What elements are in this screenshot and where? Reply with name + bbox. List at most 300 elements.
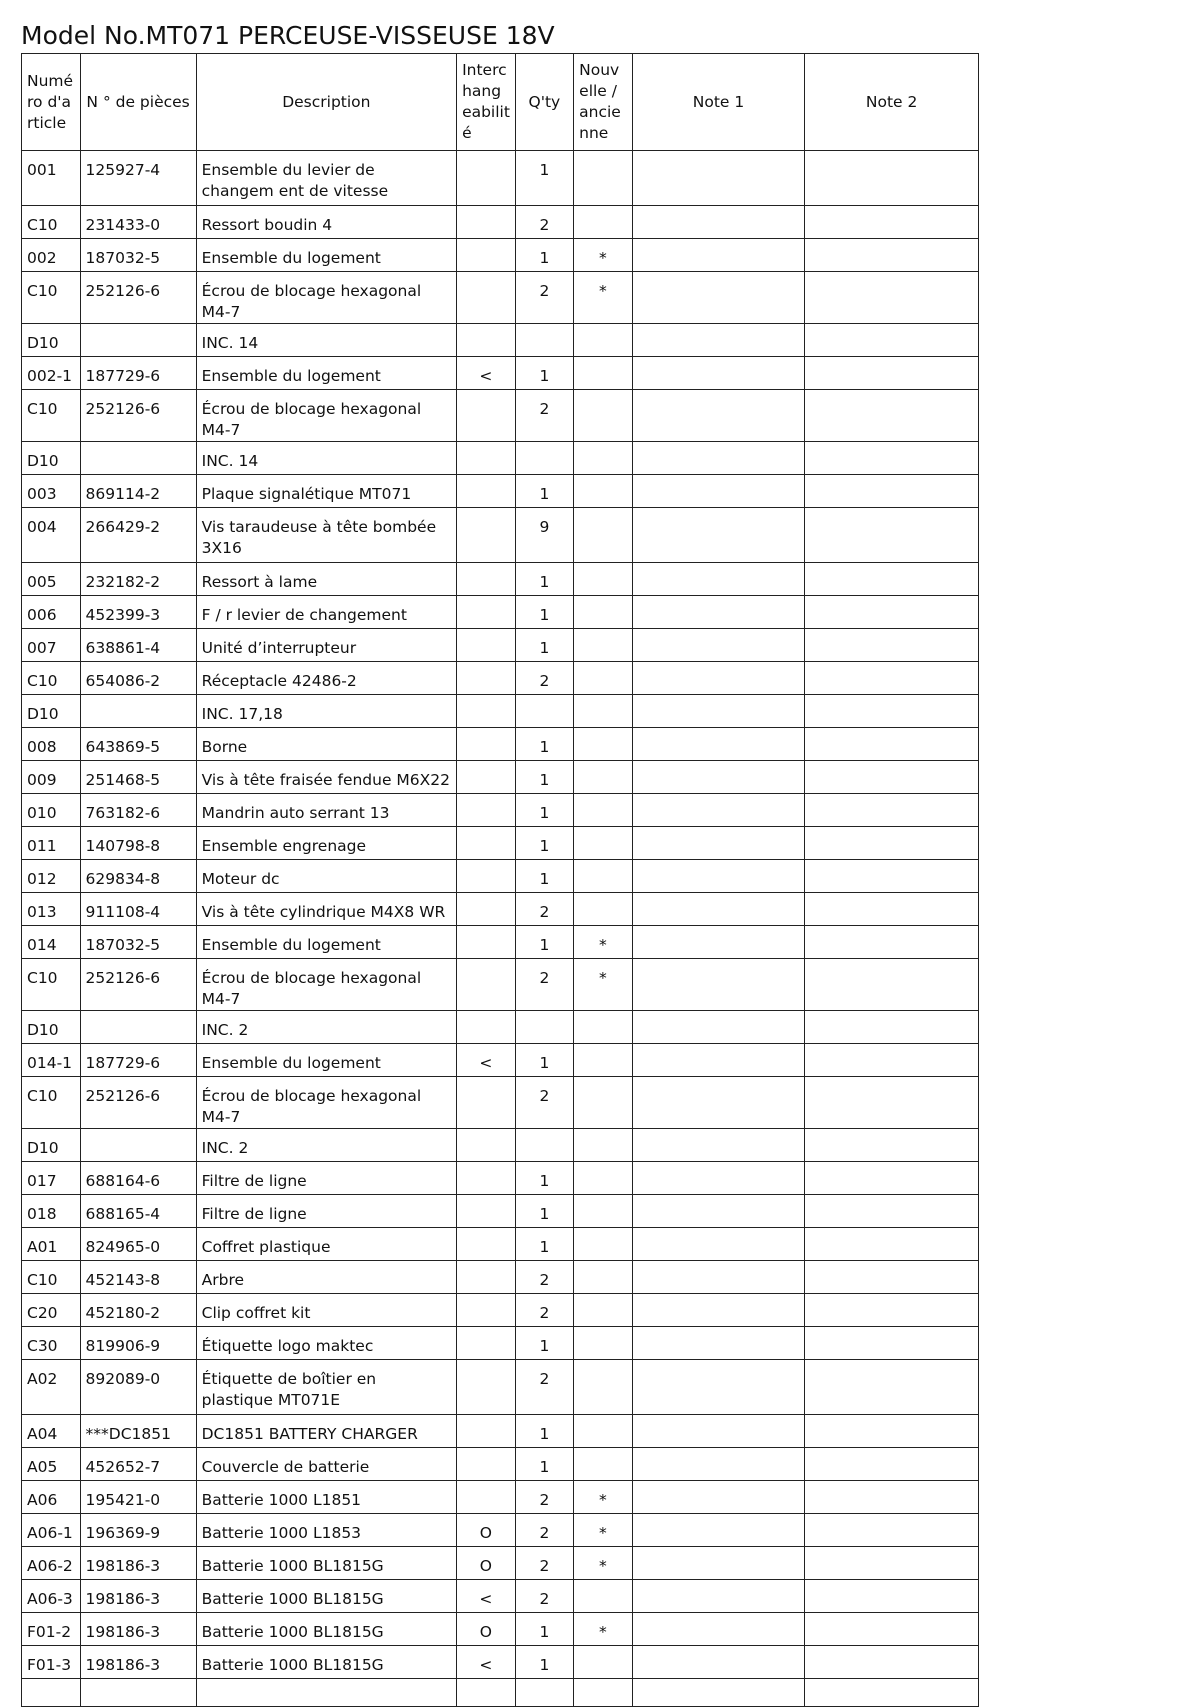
description-cell: Coffret plastique [196, 1228, 456, 1261]
part-number-cell: 140798-8 [80, 827, 196, 860]
interchangeability-cell [457, 695, 516, 728]
quantity-cell: 2 [515, 1547, 574, 1580]
header-description: Description [196, 54, 456, 151]
quantity-cell: 1 [515, 1327, 574, 1360]
note-1-cell [632, 1415, 805, 1448]
note-1-cell [632, 1580, 805, 1613]
part-number-cell: 198186-3 [80, 1547, 196, 1580]
item-number-cell: A05 [22, 1448, 81, 1481]
note-1-cell [632, 761, 805, 794]
item-number-cell: 014-1 [22, 1044, 81, 1077]
item-number-cell: C10 [22, 959, 81, 1011]
quantity-cell: 2 [515, 1360, 574, 1415]
description-cell: Réceptacle 42486-2 [196, 662, 456, 695]
note-1-cell [632, 1162, 805, 1195]
quantity-cell: 1 [515, 1044, 574, 1077]
note-1-cell [632, 1129, 805, 1162]
description-cell: Ensemble du logement [196, 926, 456, 959]
interchangeability-cell [457, 442, 516, 475]
description-cell: Mandrin auto serrant 13 [196, 794, 456, 827]
quantity-cell: 2 [515, 206, 574, 239]
note-2-cell [805, 324, 979, 357]
quantity-cell: 1 [515, 794, 574, 827]
new-old-cell [574, 1327, 633, 1360]
quantity-cell: 1 [515, 1162, 574, 1195]
table-row [22, 206, 979, 239]
note-2-cell [805, 390, 979, 442]
table-row [22, 1294, 979, 1327]
description-cell: Étiquette logo maktec [196, 1327, 456, 1360]
quantity-cell: 2 [515, 959, 574, 1011]
part-number-cell: 763182-6 [80, 794, 196, 827]
description-cell: INC. 14 [196, 324, 456, 357]
item-number-cell: A06-1 [22, 1514, 81, 1547]
new-old-cell [574, 1261, 633, 1294]
note-2-cell [805, 239, 979, 272]
table-row [22, 1547, 979, 1580]
description-cell: Batterie 1000 L1851 [196, 1481, 456, 1514]
description-cell: Arbre [196, 1261, 456, 1294]
item-number-cell: 014 [22, 926, 81, 959]
note-2-cell [805, 1646, 979, 1679]
note-1-cell [632, 662, 805, 695]
header-quantity: Q'ty [515, 54, 574, 151]
note-2-cell [805, 508, 979, 563]
table-row [22, 239, 979, 272]
part-number-cell: 629834-8 [80, 860, 196, 893]
note-1-cell [632, 272, 805, 324]
new-old-cell [574, 1360, 633, 1415]
part-number-cell [80, 442, 196, 475]
table-row [22, 324, 979, 357]
new-old-cell: * [574, 1481, 633, 1514]
item-number-cell: 013 [22, 893, 81, 926]
page-title: Model No.MT071 PERCEUSE-VISSEUSE 18V [21, 21, 555, 50]
new-old-cell [574, 1228, 633, 1261]
interchangeability-cell [457, 324, 516, 357]
description-cell: Filtre de ligne [196, 1162, 456, 1195]
new-old-cell [574, 1195, 633, 1228]
item-number-cell: C30 [22, 1327, 81, 1360]
description-cell: Vis taraudeuse à tête bombée 3X16 [196, 508, 456, 563]
quantity-cell: 2 [515, 1481, 574, 1514]
table-row [22, 1261, 979, 1294]
interchangeability-cell [457, 206, 516, 239]
description-cell: Vis à tête cylindrique M4X8 WR [196, 893, 456, 926]
item-number-cell: 002 [22, 239, 81, 272]
note-2-cell [805, 860, 979, 893]
part-number-cell [80, 1011, 196, 1044]
part-number-cell: 198186-3 [80, 1613, 196, 1646]
description-cell: Étiquette de boîtier en plastique MT071E [196, 1360, 456, 1415]
table-row [22, 475, 979, 508]
note-1-cell [632, 442, 805, 475]
note-1-cell [632, 563, 805, 596]
new-old-cell [574, 662, 633, 695]
description-cell: Plaque signalétique MT071 [196, 475, 456, 508]
item-number-cell: 012 [22, 860, 81, 893]
note-1-cell [632, 1547, 805, 1580]
note-1-cell [632, 827, 805, 860]
part-number-cell [80, 324, 196, 357]
part-number-cell: 452399-3 [80, 596, 196, 629]
header-note-2: Note 2 [805, 54, 979, 151]
new-old-cell [574, 695, 633, 728]
note-1-cell [632, 206, 805, 239]
new-old-cell [574, 794, 633, 827]
interchangeability-cell [457, 1261, 516, 1294]
note-1-cell [632, 475, 805, 508]
table-row [22, 596, 979, 629]
quantity-cell: 1 [515, 629, 574, 662]
description-cell: Ensemble engrenage [196, 827, 456, 860]
interchangeability-cell [457, 794, 516, 827]
table-row [22, 563, 979, 596]
item-number-cell: 017 [22, 1162, 81, 1195]
table-row [22, 1448, 979, 1481]
quantity-cell: 2 [515, 272, 574, 324]
quantity-cell: 2 [515, 1580, 574, 1613]
quantity-cell: 1 [515, 1415, 574, 1448]
table-row [22, 1011, 979, 1044]
new-old-cell: * [574, 926, 633, 959]
description-cell: Batterie 1000 BL1815G [196, 1646, 456, 1679]
header-note-1: Note 1 [632, 54, 805, 151]
table-row [22, 390, 979, 442]
item-number-cell: 001 [22, 151, 81, 206]
new-old-cell: * [574, 239, 633, 272]
interchangeability-cell [457, 1327, 516, 1360]
new-old-cell [574, 1580, 633, 1613]
item-number-cell: D10 [22, 1011, 81, 1044]
note-1-cell [632, 1360, 805, 1415]
quantity-cell: 1 [515, 1613, 574, 1646]
table-row [22, 1129, 979, 1162]
part-number-cell: 198186-3 [80, 1646, 196, 1679]
table-row [22, 959, 979, 1011]
new-old-cell [574, 1415, 633, 1448]
part-number-cell [80, 1129, 196, 1162]
note-2-cell [805, 1077, 979, 1129]
item-number-cell: A06-3 [22, 1580, 81, 1613]
quantity-cell [515, 695, 574, 728]
note-1-cell [632, 860, 805, 893]
new-old-cell [574, 860, 633, 893]
new-old-cell [574, 206, 633, 239]
note-2-cell [805, 1195, 979, 1228]
new-old-cell: * [574, 1547, 633, 1580]
table-header-row [22, 54, 979, 151]
note-2-cell [805, 1547, 979, 1580]
interchangeability-cell [457, 1162, 516, 1195]
note-2-cell [805, 1481, 979, 1514]
description-cell: Batterie 1000 BL1815G [196, 1613, 456, 1646]
description-cell: INC. 14 [196, 442, 456, 475]
note-2-cell [805, 1580, 979, 1613]
description-cell: Ressort à lame [196, 563, 456, 596]
note-1-cell [632, 1077, 805, 1129]
note-1-cell [632, 794, 805, 827]
note-1-cell [632, 1514, 805, 1547]
note-1-cell [632, 728, 805, 761]
table-row [22, 1077, 979, 1129]
quantity-cell: 1 [515, 596, 574, 629]
interchangeability-cell [457, 1360, 516, 1415]
description-cell: DC1851 BATTERY CHARGER [196, 1415, 456, 1448]
quantity-cell: 2 [515, 662, 574, 695]
part-number-cell: 452143-8 [80, 1261, 196, 1294]
note-2-cell [805, 629, 979, 662]
note-2-cell [805, 1261, 979, 1294]
interchangeability-cell [457, 596, 516, 629]
part-number-cell: 452180-2 [80, 1294, 196, 1327]
table-row [22, 761, 979, 794]
item-number-cell: C10 [22, 1077, 81, 1129]
note-2-cell [805, 1415, 979, 1448]
item-number-cell: 002-1 [22, 357, 81, 390]
new-old-cell [574, 728, 633, 761]
note-2-cell [805, 206, 979, 239]
note-1-cell [632, 1011, 805, 1044]
new-old-cell: * [574, 1514, 633, 1547]
item-number-cell: 011 [22, 827, 81, 860]
note-1-cell [632, 1613, 805, 1646]
note-2-cell [805, 1011, 979, 1044]
note-1-cell [632, 629, 805, 662]
description-cell: INC. 17,18 [196, 695, 456, 728]
description-cell: Ensemble du logement [196, 239, 456, 272]
note-1-cell [632, 324, 805, 357]
item-number-cell: 018 [22, 1195, 81, 1228]
interchangeability-cell [457, 959, 516, 1011]
interchangeability-cell [457, 761, 516, 794]
item-number-cell: A06 [22, 1481, 81, 1514]
part-number-cell: 252126-6 [80, 390, 196, 442]
part-number-cell: 187032-5 [80, 239, 196, 272]
note-2-cell [805, 1360, 979, 1415]
table-body [22, 151, 979, 1707]
item-number-cell: A04 [22, 1415, 81, 1448]
interchangeability-cell [457, 728, 516, 761]
note-2-cell [805, 695, 979, 728]
new-old-cell [574, 1294, 633, 1327]
quantity-cell: 1 [515, 761, 574, 794]
quantity-cell: 9 [515, 508, 574, 563]
note-2-cell [805, 1162, 979, 1195]
new-old-cell [574, 563, 633, 596]
new-old-cell [574, 324, 633, 357]
interchangeability-cell [457, 1195, 516, 1228]
note-1-cell [632, 1195, 805, 1228]
quantity-cell: 1 [515, 357, 574, 390]
new-old-cell: * [574, 272, 633, 324]
quantity-cell: 1 [515, 926, 574, 959]
quantity-cell: 2 [515, 1077, 574, 1129]
part-number-cell: 643869-5 [80, 728, 196, 761]
new-old-cell [574, 1077, 633, 1129]
item-number-cell: C10 [22, 390, 81, 442]
interchangeability-cell: < [457, 1646, 516, 1679]
interchangeability-cell [457, 1481, 516, 1514]
table-row [22, 893, 979, 926]
note-1-cell [632, 1448, 805, 1481]
item-number-cell: F01-3 [22, 1646, 81, 1679]
interchangeability-cell [457, 272, 516, 324]
note-2-cell [805, 1613, 979, 1646]
part-number-cell: 638861-4 [80, 629, 196, 662]
quantity-cell: 1 [515, 1646, 574, 1679]
part-number-cell: 252126-6 [80, 1077, 196, 1129]
part-number-cell: 892089-0 [80, 1360, 196, 1415]
new-old-cell [574, 827, 633, 860]
interchangeability-cell [457, 1129, 516, 1162]
item-number-cell: F01-2 [22, 1613, 81, 1646]
note-1-cell [632, 695, 805, 728]
description-cell: Vis à tête fraisée fendue M6X22 [196, 761, 456, 794]
item-number-cell: C10 [22, 206, 81, 239]
table-row [22, 508, 979, 563]
new-old-cell [574, 1646, 633, 1679]
table-row [22, 1415, 979, 1448]
item-number-cell: D10 [22, 1129, 81, 1162]
new-old-cell [574, 1044, 633, 1077]
interchangeability-cell [457, 239, 516, 272]
table-row [22, 1327, 979, 1360]
item-number-cell: 007 [22, 629, 81, 662]
new-old-cell [574, 508, 633, 563]
table-row [22, 1162, 979, 1195]
table-row [22, 1228, 979, 1261]
interchangeability-cell: O [457, 1514, 516, 1547]
part-number-cell: 869114-2 [80, 475, 196, 508]
description-cell: INC. 2 [196, 1129, 456, 1162]
part-number-cell: 196369-9 [80, 1514, 196, 1547]
interchangeability-cell [457, 827, 516, 860]
interchangeability-cell [457, 1294, 516, 1327]
quantity-cell: 1 [515, 1195, 574, 1228]
note-1-cell [632, 508, 805, 563]
item-number-cell: 006 [22, 596, 81, 629]
part-number-cell: 195421-0 [80, 1481, 196, 1514]
quantity-cell: 1 [515, 1228, 574, 1261]
note-2-cell [805, 662, 979, 695]
interchangeability-cell: O [457, 1613, 516, 1646]
description-cell: Écrou de blocage hexagonal M4-7 [196, 959, 456, 1011]
quantity-cell: 1 [515, 151, 574, 206]
interchangeability-cell: < [457, 1044, 516, 1077]
part-number-cell: 654086-2 [80, 662, 196, 695]
header-interchangeability: Interc hang eabilit é [457, 54, 516, 151]
part-number-cell: 452652-7 [80, 1448, 196, 1481]
item-number-cell: D10 [22, 442, 81, 475]
new-old-cell [574, 475, 633, 508]
quantity-cell: 1 [515, 239, 574, 272]
new-old-cell: * [574, 959, 633, 1011]
description-cell: Filtre de ligne [196, 1195, 456, 1228]
description-cell: Batterie 1000 L1853 [196, 1514, 456, 1547]
item-number-cell: D10 [22, 695, 81, 728]
quantity-cell: 1 [515, 728, 574, 761]
description-cell: Clip coffret kit [196, 1294, 456, 1327]
table-row [22, 1360, 979, 1415]
table-row [22, 272, 979, 324]
interchangeability-cell: < [457, 357, 516, 390]
item-number-cell: D10 [22, 324, 81, 357]
note-1-cell [632, 1261, 805, 1294]
item-number-cell: A01 [22, 1228, 81, 1261]
description-cell: Unité d’interrupteur [196, 629, 456, 662]
description-cell: Écrou de blocage hexagonal M4-7 [196, 390, 456, 442]
part-number-cell: 819906-9 [80, 1327, 196, 1360]
table-row [22, 860, 979, 893]
quantity-cell: 2 [515, 893, 574, 926]
table-row [22, 1195, 979, 1228]
part-number-cell: ***DC1851 [80, 1415, 196, 1448]
new-old-cell [574, 596, 633, 629]
quantity-cell: 2 [515, 1261, 574, 1294]
interchangeability-cell: O [457, 1547, 516, 1580]
note-1-cell [632, 1044, 805, 1077]
header-part-number: N ° de pièces [80, 54, 196, 151]
description-cell: F / r levier de changement [196, 596, 456, 629]
item-number-cell: A02 [22, 1360, 81, 1415]
new-old-cell [574, 761, 633, 794]
note-2-cell [805, 761, 979, 794]
quantity-cell: 2 [515, 390, 574, 442]
note-2-cell [805, 893, 979, 926]
description-cell: Ensemble du levier de changem ent de vitesse [196, 151, 456, 206]
part-number-cell: 232182-2 [80, 563, 196, 596]
description-cell: Batterie 1000 BL1815G [196, 1547, 456, 1580]
note-2-cell [805, 1514, 979, 1547]
interchangeability-cell [457, 1011, 516, 1044]
interchangeability-cell [457, 1228, 516, 1261]
new-old-cell [574, 1448, 633, 1481]
interchangeability-cell [457, 151, 516, 206]
part-number-cell: 688164-6 [80, 1162, 196, 1195]
part-number-cell: 231433-0 [80, 206, 196, 239]
note-2-cell [805, 1129, 979, 1162]
quantity-cell: 1 [515, 860, 574, 893]
note-2-cell [805, 794, 979, 827]
new-old-cell [574, 442, 633, 475]
part-number-cell: 187729-6 [80, 1044, 196, 1077]
note-1-cell [632, 357, 805, 390]
item-number-cell: C20 [22, 1294, 81, 1327]
part-number-cell: 824965-0 [80, 1228, 196, 1261]
note-2-cell [805, 1044, 979, 1077]
note-1-cell [632, 1228, 805, 1261]
part-number-cell: 251468-5 [80, 761, 196, 794]
note-2-cell [805, 442, 979, 475]
item-number-cell: 004 [22, 508, 81, 563]
note-1-cell [632, 1481, 805, 1514]
description-cell: INC. 2 [196, 1011, 456, 1044]
quantity-cell: 1 [515, 827, 574, 860]
description-cell: Ensemble du logement [196, 1044, 456, 1077]
table-row [22, 827, 979, 860]
quantity-cell [515, 1011, 574, 1044]
table-row [22, 1481, 979, 1514]
note-1-cell [632, 1327, 805, 1360]
item-number-cell: 009 [22, 761, 81, 794]
part-number-cell: 688165-4 [80, 1195, 196, 1228]
interchangeability-cell: < [457, 1580, 516, 1613]
new-old-cell [574, 1129, 633, 1162]
note-2-cell [805, 1228, 979, 1261]
part-number-cell: 125927-4 [80, 151, 196, 206]
note-2-cell [805, 596, 979, 629]
